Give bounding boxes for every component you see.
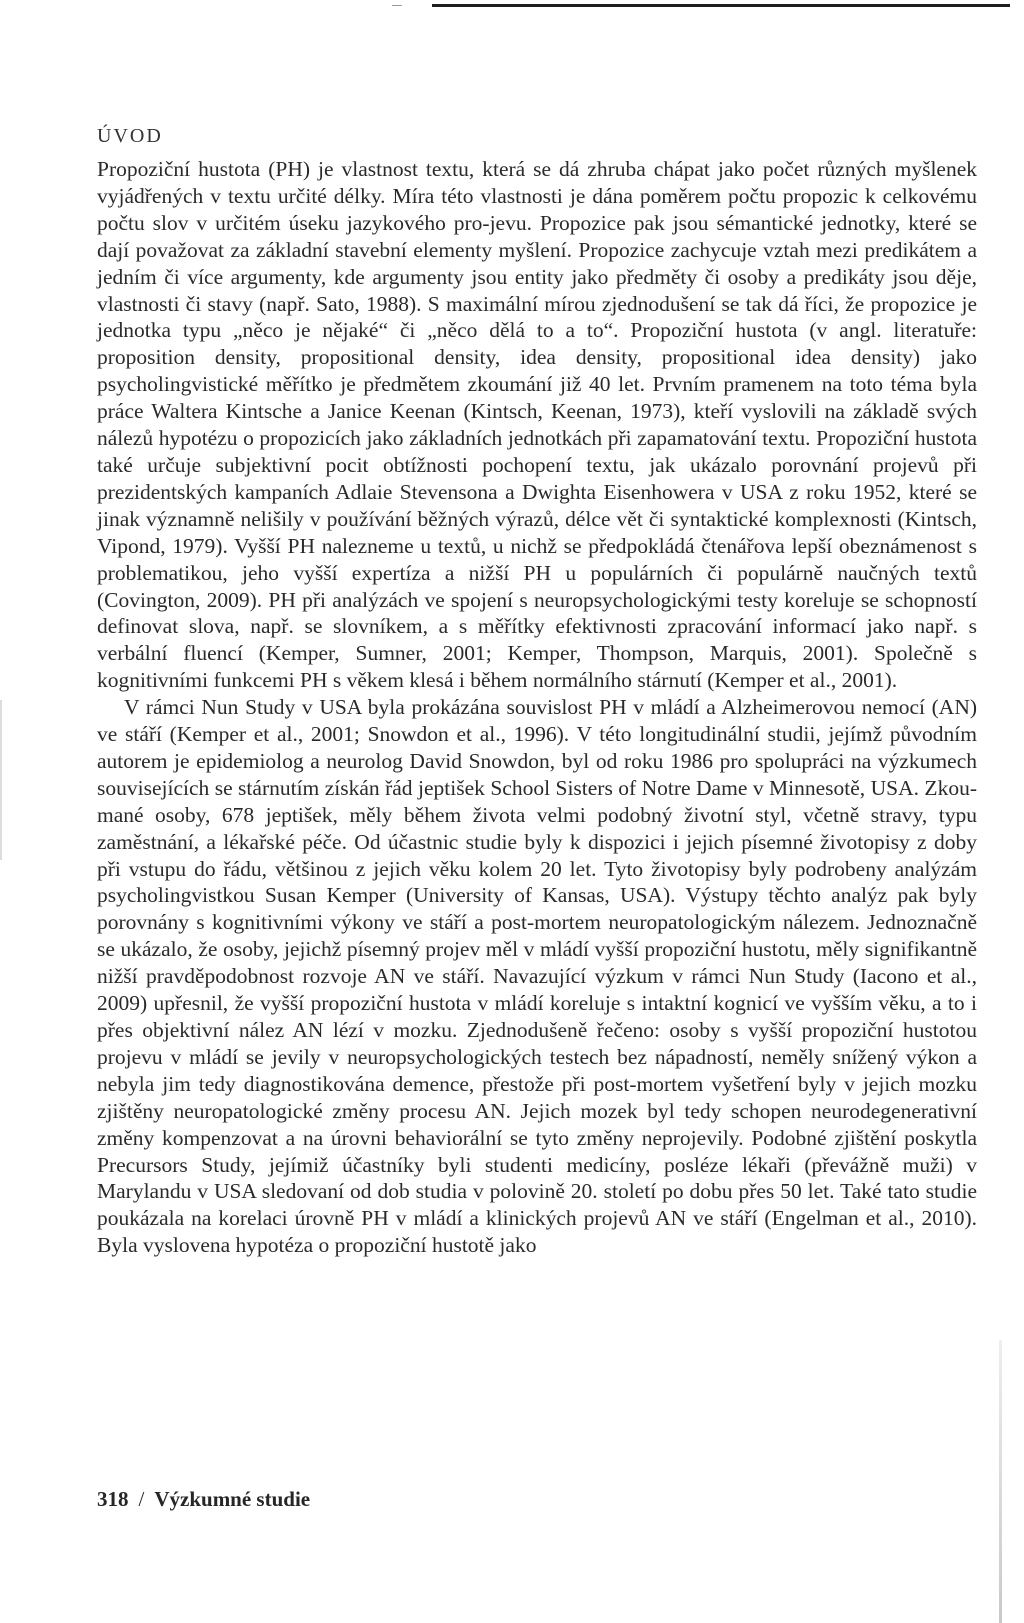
paragraph-2: V rámci Nun Study v USA byla prokázána souvislost PH v mládí a Alzheimerovou nemocí (AN) ve stáří (Kemper et al., 2001; Snowdon et al., 1996). V této longitudinální studii, jejímž původním autorem je epidemiolog a neurolog David Snowdon, byl od roku 1986 pro spolupráci na výzkumech souvisejících se stárnutím získán řád jeptišek School Sisters of Notre Dame v Minnesotě, USA. Zkoumané osoby, 678 jeptišek, měly během života velmi podobný životní styl, včetně stravy, typu zaměstnání, a lékařské péče. Od účastnic studie byly k dispozici i jejich písemné životopisy z doby při vstupu do řádu, většinou z jejich věku kolem 20 let. Tyto životopisy byly podrobeny analýzám psycholingvistkou Susan Kemper (University of Kansas, USA). Výstupy těchto analýz pak byly porovnány s kognitivními výkony ve stáří a post-mortem neuropatologickým nálezem. Jednoznačně se ukázalo, že osoby, jejichž písemný projev měl v mládí vyšší propoziční hustotu, měly signifikantně nižší pravděpodobnost rozvoje AN ve stáří. Navazující výzkum v rámci Nun Study (Iacono et al., 2009) upřesnil, že vyšší propoziční hustota v mládí koreluje s intaktní kognicí ve vyšším věku, a to i přes objektivní nález AN lézí v mozku. Zjednodušeně řečeno: osoby s vyšší propoziční hustotou projevu v mládí se jevily v neuropsychologických testech bez nápadností, neměly snížený výkon a nebyla jim tedy diagnostikována demence, přestože při post-mortem vyšetření byly v jejich mozku zjištěny neuropatologické změny procesu AN. Jejich mozek byl tedy schopen neurodegenerativní změny kompenzovat a na úrovni behaviorální se tyto změny neprojevily. Podobné zjištění poskytla Precursors Study, jejímiž účastníky byli studenti medicíny, posléze lékaři (převážně muži) v Marylandu v USA sledovaní od dob studia v polovině 20. století po dobu přes 50 let. Také tato studie poukázala na korelaci úrovně PH v mládí a klinických projevů AN ve stáří (Engelman et al., 2010). Byla vyslovena hypotéza o propoziční hustotě jako [97,695,977,1258]
body-text [97,156,977,1259]
footer-section-title: Výzkumné studie [154,1487,311,1511]
page-number: 318 [97,1487,129,1511]
page-footer [97,1486,310,1512]
paragraph-1: Propoziční hustota (PH) je vlastnost textu, která se dá zhruba chápat jako počet různých myšlenek vyjádřených v textu určité délky. Míra této vlastnosti je dána poměrem počtu propozic k celkovému počtu slov v určitém úseku jazykového pro-jevu. Propozice pak jsou sémantické jednotky, které se dají považovat za základní stavební elementy myšlení. Propozice zachycuje vztah mezi predikátem a jedním či více argumenty, kde argumenty jsou entity jako předměty či osoby a predikáty jsou děje, vlastnosti či stavy (např. Sato, 1988). S maximální mírou zjednodušení se tak dá říci, že propozice je jednotka typu „něco je nějaké“ či „něco dělá to a to“. Propoziční hustota (v angl. literatuře: proposition density, propositional density, idea density, propositional idea density) jako psycholingvistické měřítko je předmětem zkoumání již 40 let. Prvním pramenem na toto téma byla práce Waltera Kintsche a Janice Keenan (Kintsch, Keenan, 1973), kteří vyslovili na základě svých nálezů hypotézu o propozicích jako základních jednotkách při zapamatování textu. Propoziční hustota také určuje subjektivní pocit obtížnosti pochopení textu, jak ukázalo porovnání projevů při prezidentských kampaních Adlaie Stevensona a Dwighta Eisenhowera v USA z roku 1952, které se jinak významně nelišily v používání běžných výrazů, délce vět či syntaktické komplexnosti (Kintsch, Vipond, 1979). Vyšší PH nalezneme u textů, u nichž se předpokládá čtenářova lepší obeznámenost s problematikou, jeho vyšší expertíza a nižší PH u populárních či populárně naučných textů (Covington, 2009). PH při analýzách ve spojení s neuropsychologickými testy koreluje se schopností definovat slova, např. se slovníkem, a s měřítky efektivnosti zpracování informací jako např. s verbální fluencí (Kemper, Sumner, 2001; Kemper, Thompson, Marquis, 2001). Společně s kognitivními funkcemi PH s věkem klesá i během normálního stárnutí (Kemper et al., 2001). [97,157,977,693]
footer-separator: / [138,1487,145,1511]
top-decorative-mark [392,5,402,6]
right-page-edge-shadow [999,1340,1002,1623]
left-page-edge-shadow [0,700,2,860]
section-heading: ÚVOD [97,125,163,147]
top-page-rule [432,4,1010,7]
